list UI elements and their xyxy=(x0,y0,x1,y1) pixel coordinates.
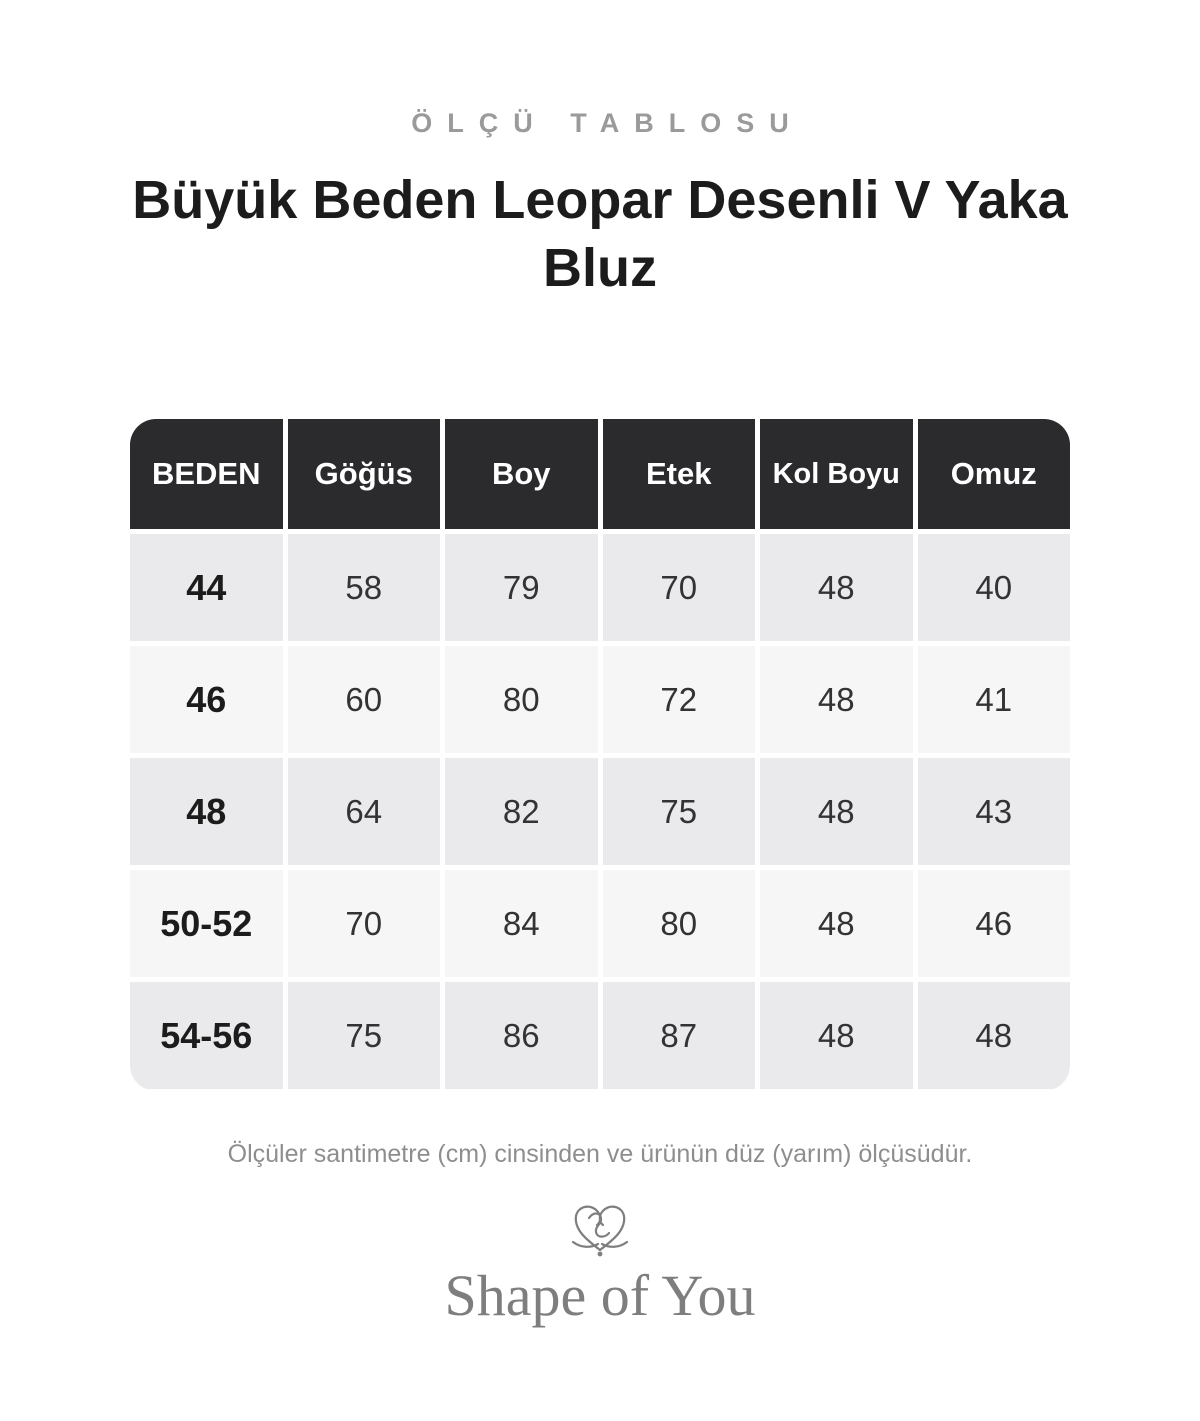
boy-cell: 80 xyxy=(445,646,598,753)
etek-cell: 75 xyxy=(603,758,756,865)
brand-logo-text: Shape of You xyxy=(444,1263,756,1328)
table-header-row xyxy=(130,419,1070,529)
column-header-gogus: Göğüs xyxy=(288,419,441,529)
column-header-boy: Boy xyxy=(445,419,598,529)
gogus-cell: 58 xyxy=(288,534,441,641)
kol-boyu-cell: 48 xyxy=(760,870,913,977)
omuz-cell: 46 xyxy=(918,870,1071,977)
omuz-cell: 48 xyxy=(918,982,1071,1089)
column-header-kol-boyu: Kol Boyu xyxy=(760,419,913,529)
measurement-note: Ölçüler santimetre (cm) cinsinden ve ürünün düz (yarım) ölçüsüdür. xyxy=(227,1140,973,1168)
heart-monogram-icon xyxy=(565,1198,635,1258)
table-row xyxy=(130,534,1070,641)
gogus-cell: 60 xyxy=(288,646,441,753)
table-row xyxy=(130,870,1070,977)
boy-cell: 86 xyxy=(445,982,598,1089)
column-header-beden: BEDEN xyxy=(130,419,283,529)
etek-cell: 70 xyxy=(603,534,756,641)
column-header-omuz: Omuz xyxy=(918,419,1071,529)
omuz-cell: 43 xyxy=(918,758,1071,865)
size-cell: 46 xyxy=(130,646,283,753)
omuz-cell: 41 xyxy=(918,646,1071,753)
section-eyebrow: ÖLÇÜ TABLOSU xyxy=(411,108,804,138)
size-table xyxy=(130,419,1070,1091)
table-row xyxy=(130,646,1070,753)
column-header-etek: Etek xyxy=(603,419,756,529)
omuz-cell: 40 xyxy=(918,534,1071,641)
boy-cell: 84 xyxy=(445,870,598,977)
size-table-container xyxy=(130,419,1070,1091)
table-row xyxy=(130,982,1070,1089)
page-title: Büyük Beden Leopar Desenli V Yaka Bluz xyxy=(132,170,1068,298)
etek-cell: 72 xyxy=(603,646,756,753)
table-row xyxy=(130,758,1070,865)
gogus-cell: 64 xyxy=(288,758,441,865)
kol-boyu-cell: 48 xyxy=(760,758,913,865)
size-cell: 54-56 xyxy=(130,982,283,1089)
kol-boyu-cell: 48 xyxy=(760,982,913,1089)
gogus-cell: 75 xyxy=(288,982,441,1089)
boy-cell: 82 xyxy=(445,758,598,865)
etek-cell: 80 xyxy=(603,870,756,977)
size-cell: 44 xyxy=(130,534,283,641)
kol-boyu-cell: 48 xyxy=(760,646,913,753)
gogus-cell: 70 xyxy=(288,870,441,977)
kol-boyu-cell: 48 xyxy=(760,534,913,641)
size-cell: 50-52 xyxy=(130,870,283,977)
etek-cell: 87 xyxy=(603,982,756,1089)
boy-cell: 79 xyxy=(445,534,598,641)
size-cell: 48 xyxy=(130,758,283,865)
